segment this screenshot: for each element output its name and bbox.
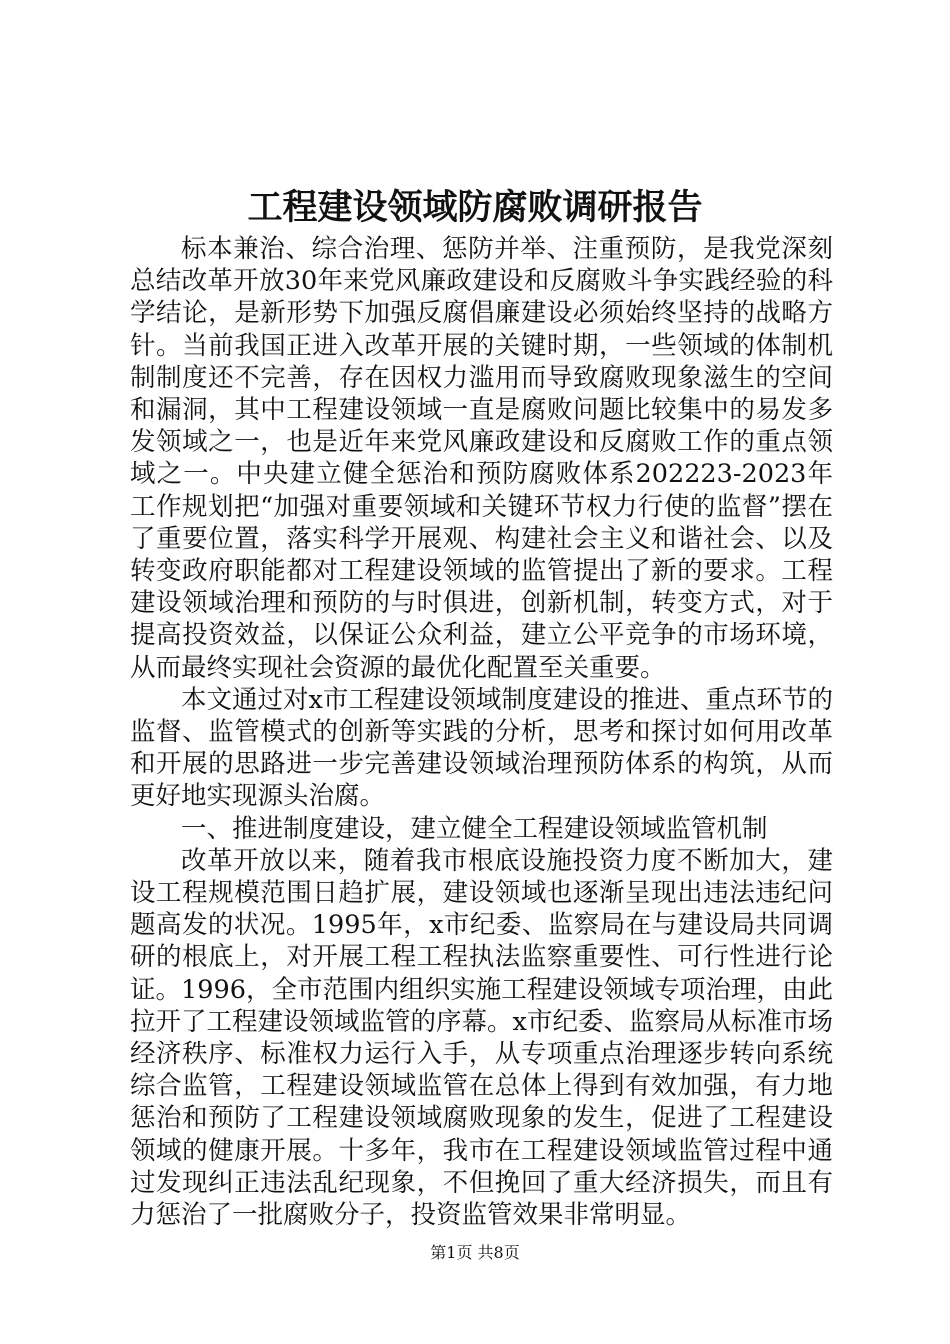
section-heading-1: 一、推进制度建设，建立健全工程建设领域监管机制 bbox=[181, 813, 768, 844]
page-number-footer: 第1页 共8页 bbox=[430, 1243, 520, 1262]
paragraph-scope: 本文通过对x市工程建设领域制度建设的推进、重点环节的监督、监管模式的创新等实践的分析，思考和探讨如何用改革和开展的思路进一步完善建设领域治理预防体系的构筑，从而更好地实现源头治腐。 bbox=[130, 684, 833, 812]
paragraph-intro: 标本兼治、综合治理、惩防并举、注重预防，是我党深刻总结改革开放30年来党风廉政建设和反腐败斗争实践经验的科学结论，是新形势下加强反腐倡廉建设必须始终坚持的战略方针。当前我国正进入改革开展的关键时期，一些领域的体制机制制度还不完善，存在因权力滥用而导致腐败现象滋生的空间和漏洞，其中工程建设领域一直是腐败问题比较集中的易发多发领域之一，也是近年来党风廉政建设和反腐败工作的重点领域之一。中央建立健全惩治和预防腐败体系202223-2023年工作规划把“加强对重要领域和关键环节权力行使的监督”摆在了重要位置，落实科学开展观、构建社会主义和谐社会、以及转变政府职能都对工程建设领域的监管提出了新的要求。工程建设领域治理和预防的与时俱进，创新机制，转变方式，对于提高投资效益，以保证公众利益，建立公平竞争的市场环境，从而最终实现社会资源的最优化配置至关重要。 bbox=[130, 234, 833, 683]
paragraph-history: 改革开放以来，随着我市根底设施投资力度不断加大，建设工程规模范围日趋扩展，建设领域也逐渐呈现出违法违纪问题高发的状况。1995年，x市纪委、监察局在与建设局共同调研的根底上，对开展工程工程执法监察重要性、可行性进行论证。1996，全市范围内组织实施工程建设领域专项治理，由此拉开了工程建设领域监管的序幕。x市纪委、监察局从标准市场经济秩序、标准权力运行入手，从专项重点治理逐步转向系统综合监管，工程建设领域监管在总体上得到有效加强，有力地惩治和预防了工程建设领域腐败现象的发生，促进了工程建设领域的健康开展。十多年，我市在工程建设领域监管过程中通过发现纠正违法乱纪现象，不但挽回了重大经济损失，而且有力惩治了一批腐败分子，投资监管效果非常明显。 bbox=[130, 845, 833, 1231]
document-body bbox=[130, 233, 833, 1231]
document-title: 工程建设领域防腐败调研报告 bbox=[247, 187, 703, 228]
